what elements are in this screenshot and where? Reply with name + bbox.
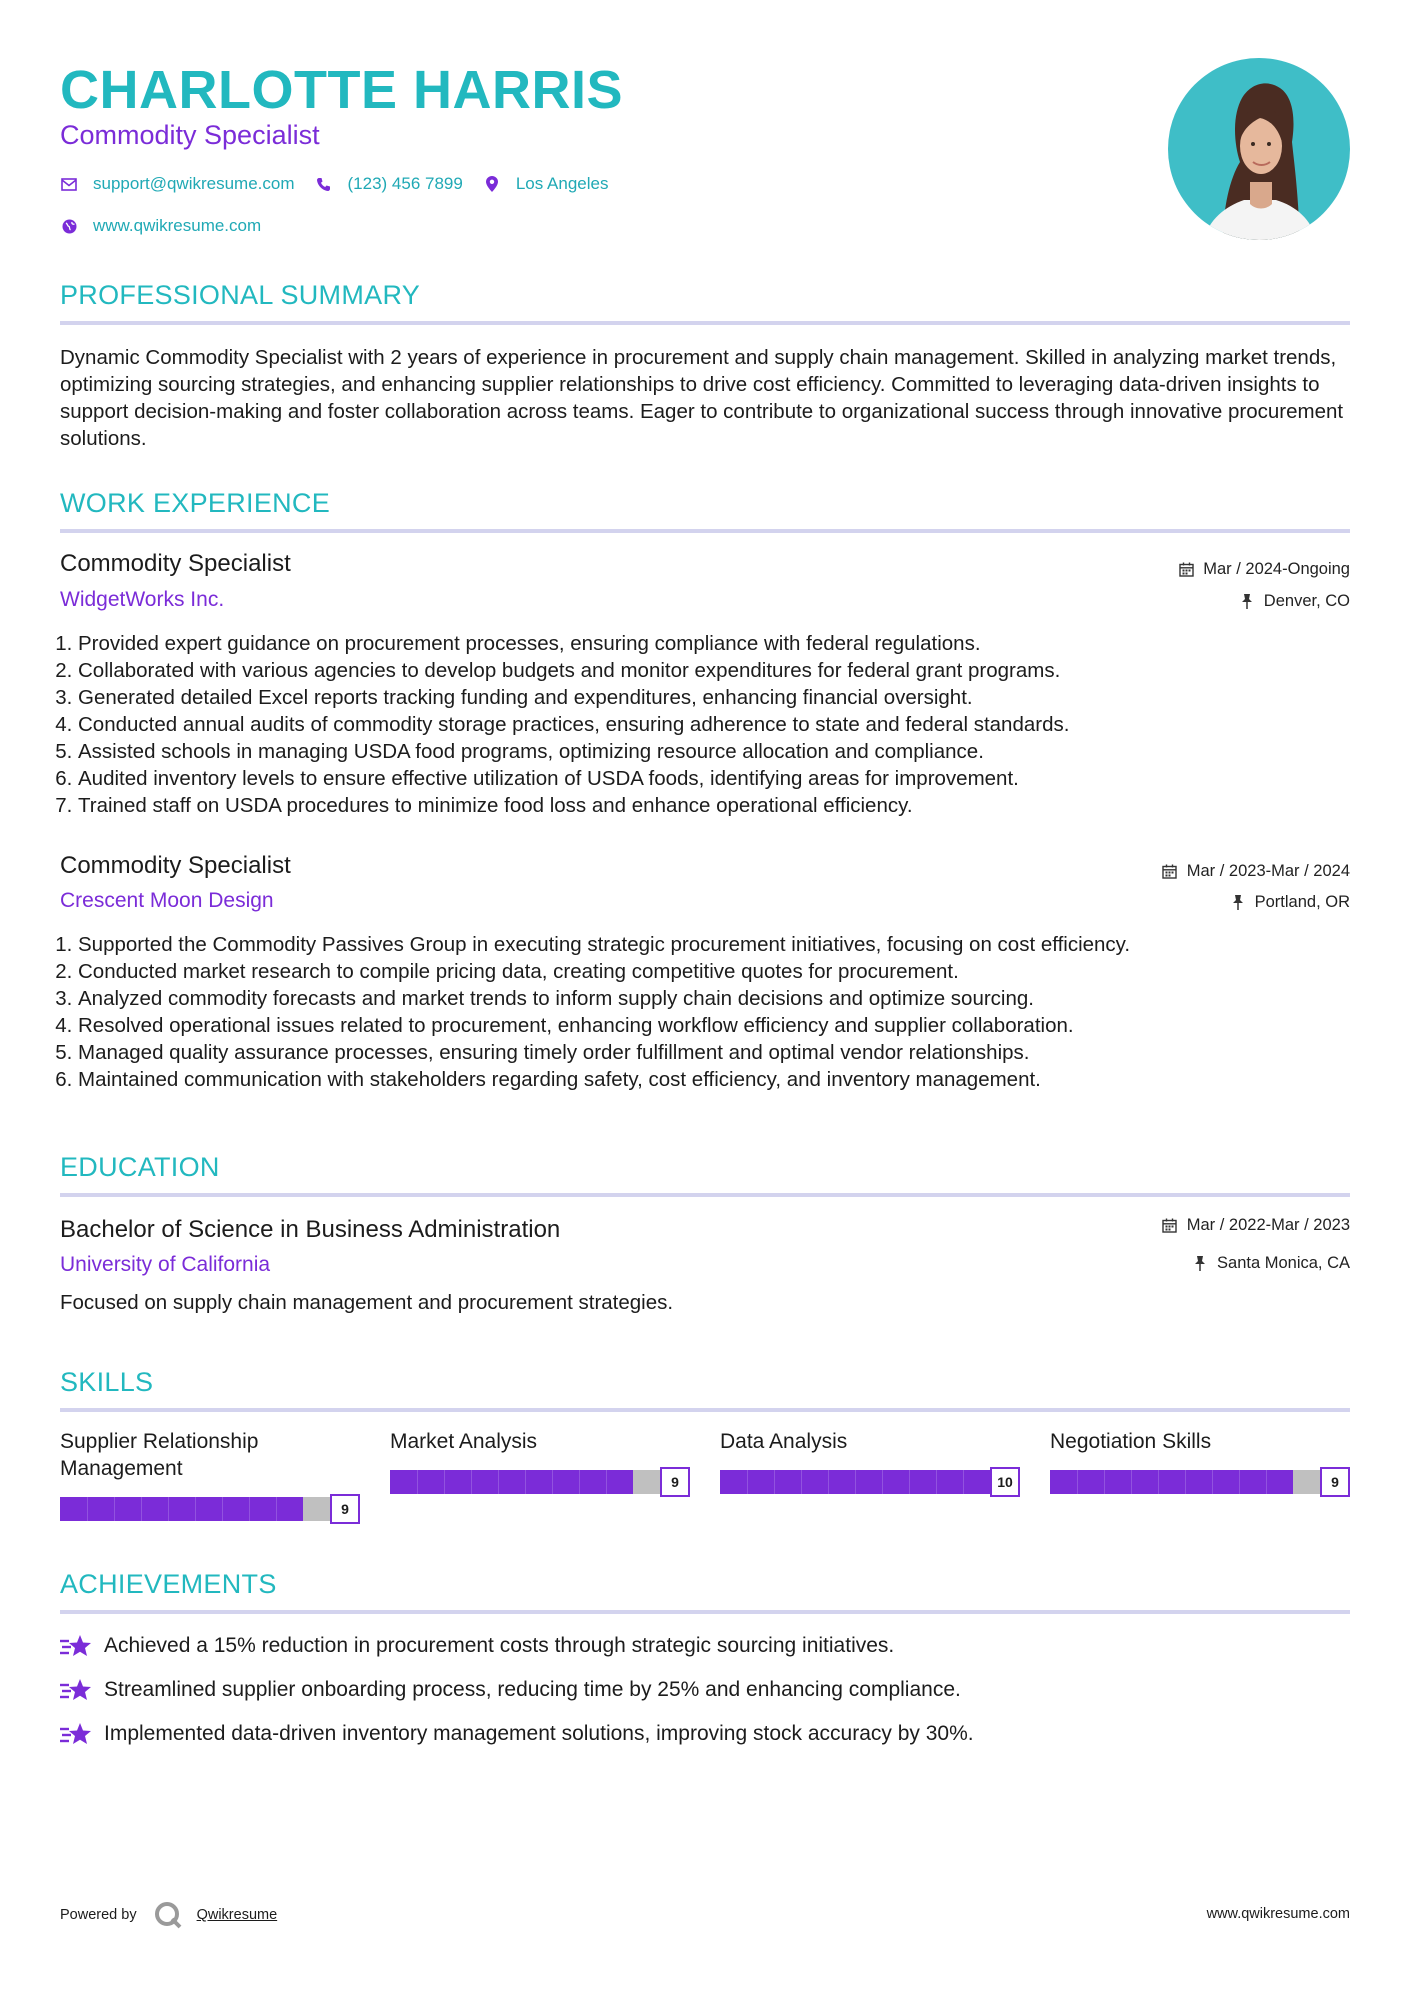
skill-bar-segment — [195, 1497, 196, 1521]
location-pin-icon — [483, 175, 501, 193]
skill-name: Supplier Relationship Management — [60, 1430, 259, 1480]
skill-bar-segment — [417, 1470, 418, 1494]
skill-level-badge: 9 — [1320, 1467, 1350, 1497]
skill-item — [390, 1428, 690, 1490]
calendar-icon — [1178, 562, 1194, 578]
skill-bar-segment — [525, 1470, 526, 1494]
skill-item — [720, 1428, 1020, 1490]
skill-bar-segment — [498, 1470, 499, 1494]
list-item: 5. Assisted schools in managing USDA food programs, optimizing resource allocation and compliance. — [78, 738, 1350, 765]
job-title: Commodity Specialist — [60, 550, 291, 577]
website-contact[interactable] — [60, 216, 261, 236]
globe-icon — [60, 217, 78, 235]
job-title: Commodity Specialist — [60, 852, 291, 879]
resume-page — [60, 0, 1350, 1990]
qwikresume-logo-icon — [153, 1900, 183, 1930]
skill-bar-segment — [774, 1470, 775, 1494]
skill-bar-segment — [855, 1470, 856, 1494]
skill-item — [60, 1428, 360, 1517]
skill-level-bar — [60, 1494, 360, 1524]
location-text: Los Angeles — [515, 174, 609, 193]
list-item: 1. Provided expert guidance on procurement processes, ensuring compliance with federal regulations. — [78, 630, 1350, 657]
degree-title: Bachelor of Science in Business Administration — [60, 1216, 561, 1243]
skill-bar-segment — [963, 1470, 964, 1494]
mail-icon — [60, 175, 78, 193]
skill-bar-segment — [141, 1497, 142, 1521]
profile-photo — [1168, 58, 1350, 240]
achievement-text: Implemented data-driven inventory management solutions, improving stock accuracy by 30%. — [104, 1722, 974, 1745]
skill-item — [1050, 1428, 1350, 1490]
job-location — [1230, 893, 1350, 912]
skill-bar-segment — [882, 1470, 883, 1494]
skill-bar-segment — [936, 1470, 937, 1494]
skill-bar-segment — [168, 1497, 169, 1521]
achievement-text: Streamlined supplier onboarding process, reducing time by 25% and enhancing compliance. — [104, 1678, 961, 1701]
school-name: University of California — [60, 1253, 271, 1276]
skill-bar-segment — [552, 1470, 553, 1494]
skill-bar-segment — [1266, 1470, 1267, 1494]
footer-website-link[interactable]: www.qwikresume.com — [1206, 1906, 1350, 1922]
calendar-icon — [1162, 864, 1178, 880]
skill-level-badge: 9 — [330, 1494, 360, 1524]
skills-divider — [60, 1408, 1350, 1412]
location-contact — [483, 174, 609, 194]
job-dates-text: Mar / 2023-Mar / 2024 — [1186, 862, 1350, 880]
achievement-text: Achieved a 15% reduction in procurement costs through strategic sourcing initiatives. — [104, 1634, 895, 1657]
skill-bar-segment — [276, 1497, 277, 1521]
education-dates — [1162, 1216, 1350, 1235]
achievements-heading: ACHIEVEMENTS — [60, 1569, 277, 1599]
skill-bar-segment — [114, 1497, 115, 1521]
pushpin-icon — [1230, 895, 1246, 911]
skill-bar-segment — [1239, 1470, 1240, 1494]
skill-level-badge: 9 — [660, 1467, 690, 1497]
skill-bar-segment — [909, 1470, 910, 1494]
achievement-item — [60, 1676, 961, 1704]
list-item: 3. Analyzed commodity forecasts and market trends to inform supply chain decisions and optimize sourcing. — [78, 985, 1350, 1012]
pushpin-icon — [1239, 594, 1255, 610]
list-item: 1. Supported the Commodity Passives Group in executing strategic procurement initiatives, focusing on cost efficiency. — [78, 931, 1350, 958]
job-duties-list — [60, 630, 1350, 819]
phone-contact[interactable] — [315, 174, 463, 194]
skill-bar-segment — [1104, 1470, 1105, 1494]
skill-bar-fill — [60, 1497, 303, 1521]
achievement-item — [60, 1720, 974, 1748]
skill-level-badge: 10 — [990, 1467, 1020, 1497]
education-description: Focused on supply chain management and procurement strategies. — [60, 1291, 674, 1314]
skill-bar-segment — [1212, 1470, 1213, 1494]
summary-text: Dynamic Commodity Specialist with 2 years of experience in procurement and supply chain management. Skilled in analyzing market trends, optimizing sourcing strategies, and enhancing supplier relationships to drive cost efficiency. Committed to leveraging data-driven insights to support decision-making and foster collaboration across teams. Eager to contribute to organizational success through innovative procurement solutions. — [60, 346, 1344, 450]
list-item: 3. Generated detailed Excel reports tracking funding and expenditures, enhancing financial oversight. — [78, 684, 1350, 711]
skill-bar-segment — [1158, 1470, 1159, 1494]
skill-bar-segment — [222, 1497, 223, 1521]
skill-bar-segment — [444, 1470, 445, 1494]
skill-bar-segment — [1185, 1470, 1186, 1494]
calendar-icon — [1162, 1218, 1178, 1234]
experience-divider — [60, 529, 1350, 533]
skill-level-bar — [1050, 1467, 1350, 1497]
summary-heading: PROFESSIONAL SUMMARY — [60, 280, 421, 310]
summary-divider — [60, 321, 1350, 325]
contact-row-1 — [60, 172, 628, 196]
skill-name: Market Analysis — [390, 1430, 538, 1453]
list-item: 6. Audited inventory levels to ensure effective utilization of USDA foods, identifying areas for improvement. — [78, 765, 1350, 792]
skill-bar-fill — [720, 1470, 1020, 1494]
experience-heading: WORK EXPERIENCE — [60, 488, 331, 518]
skill-bar-segment — [801, 1470, 802, 1494]
skill-bar-fill — [1050, 1470, 1293, 1494]
list-item: 7. Trained staff on USDA procedures to minimize food loss and enhance operational efficiency. — [78, 792, 1350, 819]
skills-heading: SKILLS — [60, 1367, 154, 1397]
achievement-item — [60, 1632, 894, 1660]
candidate-role: Commodity Specialist — [60, 120, 320, 150]
job-dates — [1162, 862, 1350, 881]
phone-icon — [315, 175, 333, 193]
skill-level-bar — [390, 1467, 690, 1497]
job-dates — [1178, 560, 1350, 579]
footer-powered-by — [60, 1900, 277, 1930]
powered-by-label: Powered by — [60, 1907, 137, 1923]
list-item: 4. Resolved operational issues related to procurement, enhancing workflow efficiency and supplier collaboration. — [78, 1012, 1350, 1039]
skill-bar-segment — [828, 1470, 829, 1494]
email-contact[interactable] — [60, 174, 295, 194]
skill-bar-segment — [1131, 1470, 1132, 1494]
list-item: 2. Conducted market research to compile pricing data, creating competitive quotes for procurement. — [78, 958, 1350, 985]
shooting-star-icon — [60, 1720, 92, 1748]
achievements-divider — [60, 1610, 1350, 1614]
qwikresume-link[interactable]: Qwikresume — [196, 1907, 278, 1923]
list-item: 2. Collaborated with various agencies to develop budgets and monitor expenditures for federal grant programs. — [78, 657, 1350, 684]
education-location — [1192, 1254, 1350, 1273]
skill-bar-segment — [1077, 1470, 1078, 1494]
skill-bar-segment — [747, 1470, 748, 1494]
job-dates-text: Mar / 2024-Ongoing — [1203, 560, 1350, 578]
list-item: 4. Conducted annual audits of commodity storage practices, ensuring adherence to state and federal standards. — [78, 711, 1350, 738]
education-heading: EDUCATION — [60, 1152, 220, 1182]
list-item: 5. Managed quality assurance processes, ensuring timely order fulfillment and optimal vendor relationships. — [78, 1039, 1350, 1066]
skill-bar-fill — [390, 1470, 633, 1494]
skill-name: Data Analysis — [720, 1430, 848, 1453]
job-location — [1239, 592, 1350, 611]
website-text: www.qwikresume.com — [93, 216, 262, 235]
job-location-text: Portland, OR — [1254, 893, 1350, 911]
pushpin-icon — [1192, 1256, 1208, 1272]
skill-level-bar — [720, 1467, 1020, 1497]
education-location-text: Santa Monica, CA — [1217, 1254, 1350, 1272]
list-item: 6. Maintained communication with stakeholders regarding safety, cost efficiency, and inventory management. — [78, 1066, 1350, 1093]
skill-bar-segment — [249, 1497, 250, 1521]
skill-bar-segment — [579, 1470, 580, 1494]
job-location-text: Denver, CO — [1263, 592, 1350, 610]
skill-bar-segment — [606, 1470, 607, 1494]
skill-bar-segment — [87, 1497, 88, 1521]
phone-text: (123) 456 7899 — [347, 174, 463, 193]
skill-name: Negotiation Skills — [1050, 1430, 1212, 1453]
company-name: WidgetWorks Inc. — [60, 588, 225, 611]
shooting-star-icon — [60, 1632, 92, 1660]
company-name: Crescent Moon Design — [60, 889, 274, 912]
job-duties-list — [60, 931, 1350, 1093]
education-dates-text: Mar / 2022-Mar / 2023 — [1186, 1216, 1350, 1234]
skill-bar-segment — [471, 1470, 472, 1494]
email-text: support@qwikresume.com — [93, 174, 295, 193]
education-divider — [60, 1193, 1350, 1197]
contact-row-2 — [60, 214, 281, 238]
shooting-star-icon — [60, 1676, 92, 1704]
candidate-name: CHARLOTTE HARRIS — [60, 60, 623, 120]
